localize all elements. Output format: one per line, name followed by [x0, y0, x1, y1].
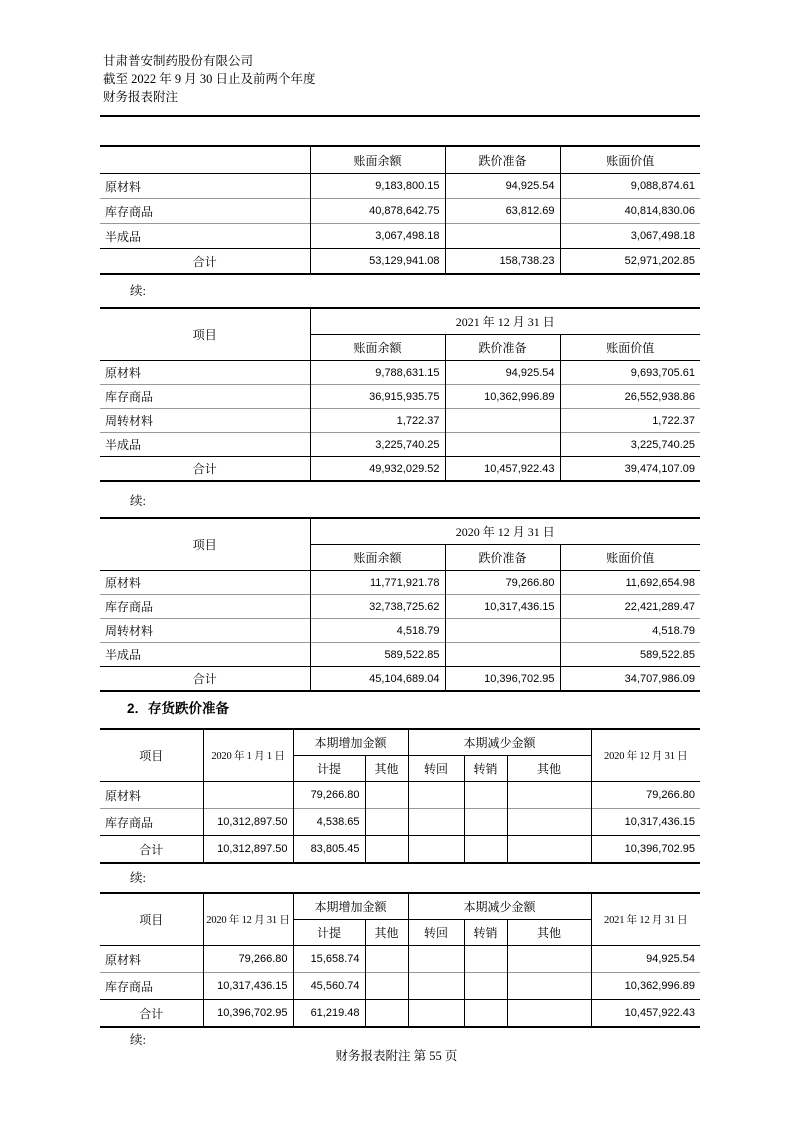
column-header-increase-group: 本期增加金额	[293, 729, 408, 756]
column-header-reversal: 转回	[408, 756, 464, 782]
amount-value: 34,707,986.09	[560, 667, 700, 692]
table-row	[100, 433, 700, 457]
item-name: 合计	[100, 249, 310, 275]
table-row	[100, 643, 700, 667]
item-name: 半成品	[100, 433, 310, 457]
column-header-writeoff: 转销	[464, 756, 507, 782]
column-header-net-value: 账面价值	[560, 545, 700, 571]
company-name: 甘肃普安制药股份有限公司	[103, 54, 254, 68]
table-row	[100, 595, 700, 619]
amount-value	[365, 836, 408, 864]
column-header-gross-amount: 账面余额	[310, 335, 445, 361]
column-header-provision: 跌价准备	[445, 146, 560, 174]
column-header-other-decrease: 其他	[507, 920, 591, 946]
table-row	[100, 571, 700, 595]
column-header-item: 项目	[100, 518, 310, 571]
header-row	[100, 893, 700, 920]
amount-value	[464, 809, 507, 836]
table-row	[100, 782, 700, 809]
item-name: 合计	[100, 1000, 203, 1028]
column-header-closing-date: 2020 年 12 月 31 日	[591, 729, 700, 782]
amount-value: 158,738.23	[445, 249, 560, 275]
amount-value	[464, 836, 507, 864]
amount-value	[507, 946, 591, 973]
amount-value	[464, 782, 507, 809]
amount-value	[445, 224, 560, 249]
table-row	[100, 361, 700, 385]
total-row	[100, 457, 700, 482]
column-header-other-decrease: 其他	[507, 756, 591, 782]
total-row	[100, 1000, 700, 1028]
table-row	[100, 224, 700, 249]
column-header-item: 项目	[100, 729, 203, 782]
table-row	[100, 809, 700, 836]
column-header-opening-date: 2020 年 1 月 1 日	[203, 729, 293, 782]
amount-value: 3,067,498.18	[560, 224, 700, 249]
amount-value: 79,266.80	[203, 946, 293, 973]
inventory-table-2021	[100, 307, 700, 482]
item-name: 原材料	[100, 174, 310, 199]
column-header-decrease-group: 本期减少金额	[408, 893, 591, 920]
column-header-accrual: 计提	[293, 756, 365, 782]
amount-value: 10,396,702.95	[445, 667, 560, 692]
amount-value: 1,722.37	[560, 409, 700, 433]
amount-value	[507, 782, 591, 809]
amount-value	[408, 809, 464, 836]
amount-value	[445, 433, 560, 457]
item-name: 周转材料	[100, 619, 310, 643]
item-name: 半成品	[100, 224, 310, 249]
continuation-label: 续:	[130, 1033, 146, 1047]
item-name: 原材料	[100, 946, 203, 973]
amount-value	[445, 643, 560, 667]
column-header-item-blank	[100, 146, 310, 174]
amount-value: 4,538.65	[293, 809, 365, 836]
amount-value	[445, 409, 560, 433]
amount-value	[464, 973, 507, 1000]
amount-value: 10,362,996.89	[591, 973, 700, 1000]
amount-value: 94,925.54	[445, 361, 560, 385]
amount-value: 10,396,702.95	[591, 836, 700, 864]
amount-value: 94,925.54	[591, 946, 700, 973]
column-header-provision: 跌价准备	[445, 335, 560, 361]
item-name: 合计	[100, 667, 310, 692]
amount-value: 10,312,897.50	[203, 809, 293, 836]
amount-value: 15,658.74	[293, 946, 365, 973]
item-name: 半成品	[100, 643, 310, 667]
amount-value: 10,317,436.15	[591, 809, 700, 836]
amount-value: 4,518.79	[560, 619, 700, 643]
column-header-closing-date: 2021 年 12 月 31 日	[591, 893, 700, 946]
amount-value	[365, 782, 408, 809]
item-name: 合计	[100, 836, 203, 864]
column-header-other-increase: 其他	[365, 756, 408, 782]
amount-value: 11,771,921.78	[310, 571, 445, 595]
amount-value: 53,129,941.08	[310, 249, 445, 275]
amount-value: 61,219.48	[293, 1000, 365, 1028]
header-row	[100, 146, 700, 174]
amount-value: 83,805.45	[293, 836, 365, 864]
amount-value: 49,932,029.52	[310, 457, 445, 482]
continuation-label: 续:	[130, 494, 146, 508]
amount-value	[408, 1000, 464, 1028]
item-name: 原材料	[100, 782, 203, 809]
column-header-other-increase: 其他	[365, 920, 408, 946]
amount-value: 10,317,436.15	[445, 595, 560, 619]
amount-value: 10,457,922.43	[445, 457, 560, 482]
amount-value: 40,814,830.06	[560, 199, 700, 224]
column-header-accrual: 计提	[293, 920, 365, 946]
continuation-label: 续:	[130, 871, 146, 885]
table-row	[100, 946, 700, 973]
amount-value: 589,522.85	[560, 643, 700, 667]
amount-value: 39,474,107.09	[560, 457, 700, 482]
inventory-table-current	[100, 145, 700, 275]
amount-value: 11,692,654.98	[560, 571, 700, 595]
amount-value	[408, 946, 464, 973]
amount-value: 32,738,725.62	[310, 595, 445, 619]
item-name: 库存商品	[100, 973, 203, 1000]
column-header-net-value: 账面价值	[560, 335, 700, 361]
provision-movement-table-2020	[100, 728, 700, 864]
item-name: 原材料	[100, 361, 310, 385]
amount-value	[203, 782, 293, 809]
column-header-opening-date: 2020 年 12 月 31 日	[203, 893, 293, 946]
total-row	[100, 249, 700, 275]
table-row	[100, 409, 700, 433]
amount-value: 45,104,689.04	[310, 667, 445, 692]
amount-value: 79,266.80	[445, 571, 560, 595]
amount-value	[408, 782, 464, 809]
header-divider	[100, 115, 700, 117]
amount-value	[365, 973, 408, 1000]
amount-value	[464, 1000, 507, 1028]
amount-value: 1,722.37	[310, 409, 445, 433]
amount-value: 9,088,874.61	[560, 174, 700, 199]
amount-value: 3,067,498.18	[310, 224, 445, 249]
amount-value	[464, 946, 507, 973]
table-row	[100, 973, 700, 1000]
amount-value	[365, 809, 408, 836]
section-title: 2．存货跌价准备	[127, 701, 230, 716]
header-row	[100, 308, 700, 335]
amount-value: 10,457,922.43	[591, 1000, 700, 1028]
item-name: 库存商品	[100, 385, 310, 409]
amount-value: 9,183,800.15	[310, 174, 445, 199]
column-header-gross-amount: 账面余额	[310, 545, 445, 571]
header-row	[100, 729, 700, 756]
total-row	[100, 836, 700, 864]
column-header-writeoff: 转销	[464, 920, 507, 946]
amount-value: 3,225,740.25	[310, 433, 445, 457]
amount-value: 589,522.85	[310, 643, 445, 667]
item-name: 库存商品	[100, 809, 203, 836]
amount-value	[445, 619, 560, 643]
amount-value	[365, 946, 408, 973]
column-header-decrease-group: 本期减少金额	[408, 729, 591, 756]
column-header-date: 2021 年 12 月 31 日	[310, 308, 700, 335]
document-header	[103, 0, 700, 106]
amount-value: 36,915,935.75	[310, 385, 445, 409]
column-header-increase-group: 本期增加金额	[293, 893, 408, 920]
report-period: 截至 2022 年 9 月 30 日止及前两个年度	[103, 72, 316, 86]
item-name: 库存商品	[100, 595, 310, 619]
continuation-label: 续:	[130, 284, 146, 298]
column-header-date: 2020 年 12 月 31 日	[310, 518, 700, 545]
provision-movement-table-2021	[100, 892, 700, 1028]
amount-value: 9,693,705.61	[560, 361, 700, 385]
doc-title: 财务报表附注	[103, 90, 179, 104]
amount-value: 45,560.74	[293, 973, 365, 1000]
amount-value: 26,552,938.86	[560, 385, 700, 409]
table-row	[100, 619, 700, 643]
column-header-gross-amount: 账面余额	[310, 146, 445, 174]
amount-value	[507, 973, 591, 1000]
header-row	[100, 518, 700, 545]
amount-value	[507, 809, 591, 836]
total-row	[100, 667, 700, 692]
amount-value: 22,421,289.47	[560, 595, 700, 619]
amount-value	[507, 836, 591, 864]
column-header-item: 项目	[100, 893, 203, 946]
amount-value	[408, 836, 464, 864]
item-name: 周转材料	[100, 409, 310, 433]
amount-value: 79,266.80	[293, 782, 365, 809]
inventory-table-2020	[100, 517, 700, 692]
amount-value	[507, 1000, 591, 1028]
amount-value: 79,266.80	[591, 782, 700, 809]
amount-value: 10,317,436.15	[203, 973, 293, 1000]
item-name: 库存商品	[100, 199, 310, 224]
table-row	[100, 199, 700, 224]
amount-value: 94,925.54	[445, 174, 560, 199]
item-name: 原材料	[100, 571, 310, 595]
column-header-provision: 跌价准备	[445, 545, 560, 571]
column-header-item: 项目	[100, 308, 310, 361]
amount-value: 63,812.69	[445, 199, 560, 224]
column-header-reversal: 转回	[408, 920, 464, 946]
amount-value: 10,312,897.50	[203, 836, 293, 864]
page-footer: 财务报表附注 第 55 页	[335, 1049, 458, 1063]
amount-value: 10,362,996.89	[445, 385, 560, 409]
amount-value: 4,518.79	[310, 619, 445, 643]
column-header-net-value: 账面价值	[560, 146, 700, 174]
table-row	[100, 174, 700, 199]
table-row	[100, 385, 700, 409]
amount-value	[408, 973, 464, 1000]
amount-value: 3,225,740.25	[560, 433, 700, 457]
amount-value: 40,878,642.75	[310, 199, 445, 224]
amount-value: 9,788,631.15	[310, 361, 445, 385]
item-name: 合计	[100, 457, 310, 482]
amount-value: 10,396,702.95	[203, 1000, 293, 1028]
amount-value: 52,971,202.85	[560, 249, 700, 275]
amount-value	[365, 1000, 408, 1028]
